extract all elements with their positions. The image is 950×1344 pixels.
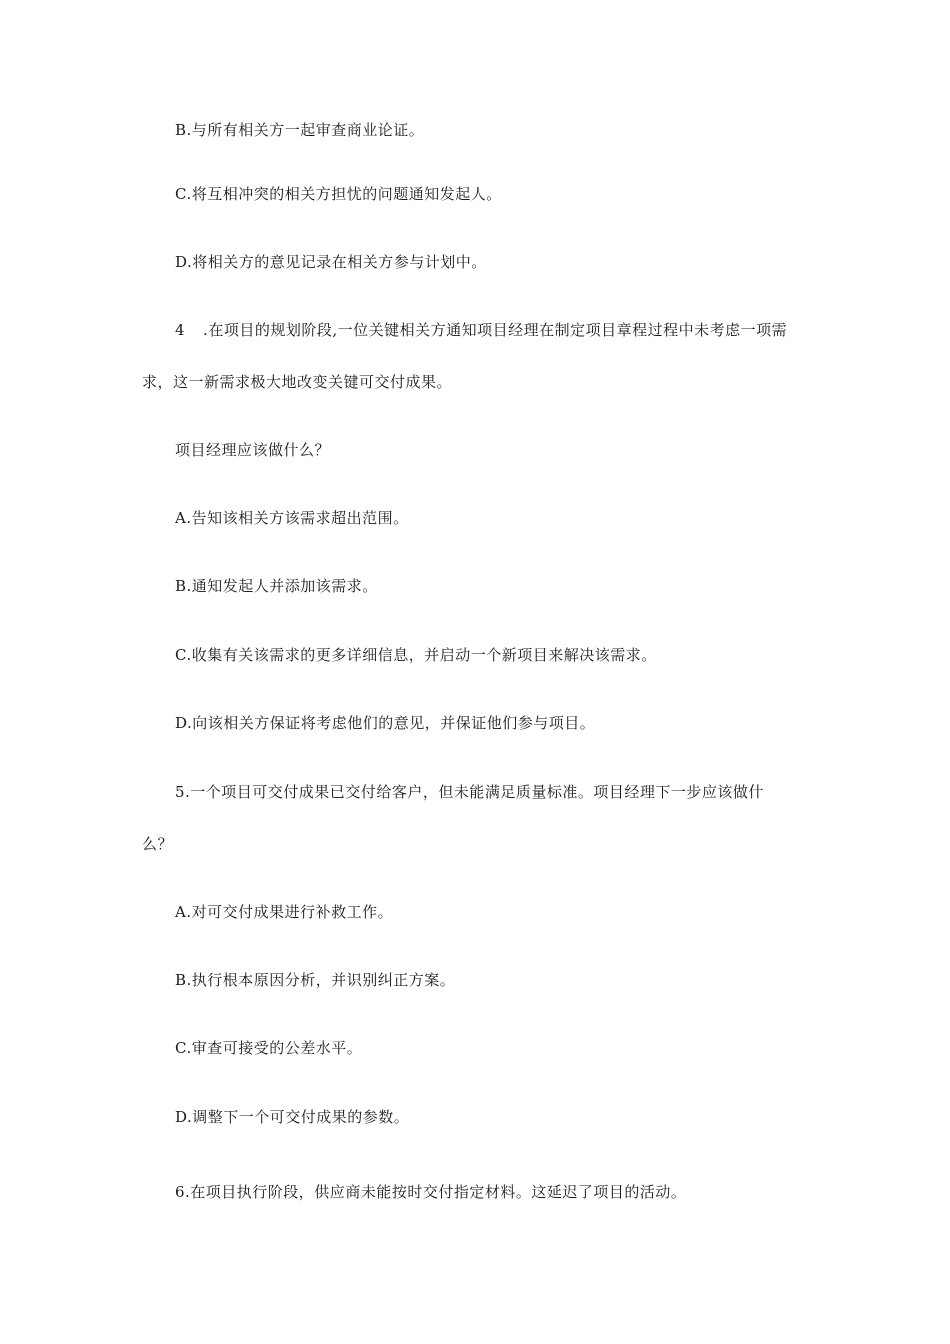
q3-option-d: D.将相关方的意见记录在相关方参与计划中。 (175, 253, 487, 271)
q3-option-b: B.与所有相关方一起审查商业论证。 (175, 121, 425, 139)
q4-number: 4 (175, 321, 186, 339)
q4-stem-line2: 求，这一新需求极大地改变关键可交付成果。 (142, 373, 453, 391)
q4-option-d: D.向该相关方保证将考虑他们的意见，并保证他们参与项目。 (175, 714, 596, 732)
q3-option-c: C.将互相冲突的相关方担忧的问题通知发起人。 (175, 185, 502, 203)
q5-option-d: D.调整下一个可交付成果的参数。 (175, 1108, 410, 1126)
q4-question: 项目经理应该做什么？ (175, 441, 331, 459)
q5-stem-line2: 么？ (142, 835, 174, 853)
q4-option-b: B.通知发起人并添加该需求。 (175, 577, 378, 595)
q5-option-c: C.审查可接受的公差水平。 (175, 1039, 363, 1057)
q4-stem-text: .在项目的规划阶段,一位关键相关方通知项目经理在制定项目章程过程中未考虑一项需 (203, 321, 788, 339)
q5-option-a: A.对可交付成果进行补救工作。 (175, 903, 394, 921)
q5-option-b: B.执行根本原因分析，并识别纠正方案。 (175, 971, 456, 989)
q5-stem-line1: 5.一个项目可交付成果已交付给客户，但未能满足质量标准。项目经理下一步应该做什 (175, 783, 764, 801)
q4-option-c: C.收集有关该需求的更多详细信息，并启动一个新项目来解决该需求。 (175, 646, 657, 664)
q4-option-a: A.告知该相关方该需求超出范围。 (175, 509, 409, 527)
q6-stem-line1: 6.在项目执行阶段，供应商未能按时交付指定材料。这延迟了项目的活动。 (175, 1183, 687, 1201)
q4-stem-line1 (175, 320, 787, 340)
